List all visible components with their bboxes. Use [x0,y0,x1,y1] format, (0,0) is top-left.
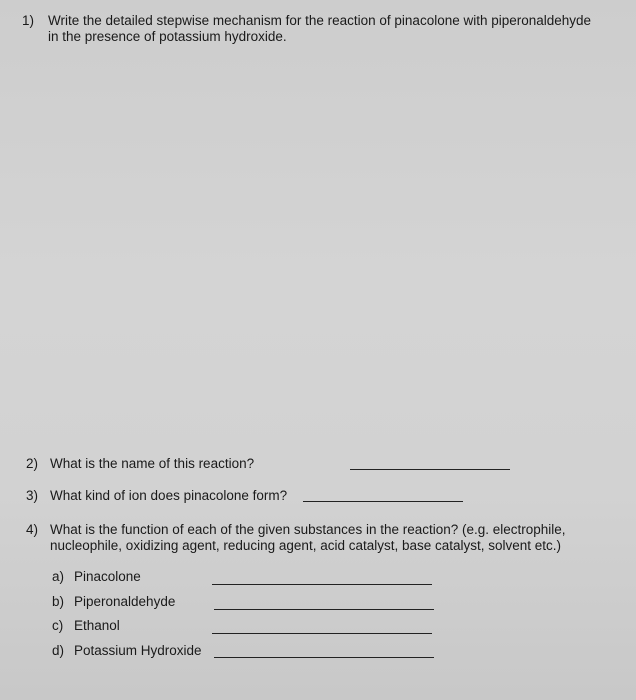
item-a-label: Pinacolone [74,569,141,584]
question-4-line-2: nucleophile, oxidizing agent, reducing agent, acid catalyst, base catalyst, solvent etc.) [50,538,562,553]
item-b-answer-line[interactable] [214,609,434,610]
question-2-text: What is the name of this reaction? [50,456,255,471]
item-d-label: Potassium Hydroxide [74,643,202,658]
question-1-line-1: Write the detailed stepwise mechanism for the reaction of pinacolone with piperonaldehyde [48,13,592,28]
question-2-number: 2) [26,456,39,471]
question-1-line-2: in the presence of potassium hydroxide. [48,29,287,44]
item-d-letter: d) [52,643,65,658]
item-a-answer-line[interactable] [212,584,432,585]
item-a-letter: a) [52,569,65,584]
item-c-answer-line[interactable] [212,633,432,634]
item-b-letter: b) [52,594,65,609]
question-3-number: 3) [26,488,39,503]
question-3-text: What kind of ion does pinacolone form? [50,488,288,503]
question-3-answer-line[interactable] [303,501,463,502]
question-2-answer-line[interactable] [350,469,510,470]
question-4-number: 4) [26,522,39,537]
item-c-letter: c) [52,618,64,633]
question-1 [22,12,34,29]
question-4-line-1: What is the function of each of the given substances in the reaction? (e.g. electrophile, [50,522,566,537]
question-1-number: 1) [22,13,35,28]
item-c-label: Ethanol [74,618,120,633]
item-d-answer-line[interactable] [214,657,434,658]
item-b-label: Piperonaldehyde [74,594,176,609]
